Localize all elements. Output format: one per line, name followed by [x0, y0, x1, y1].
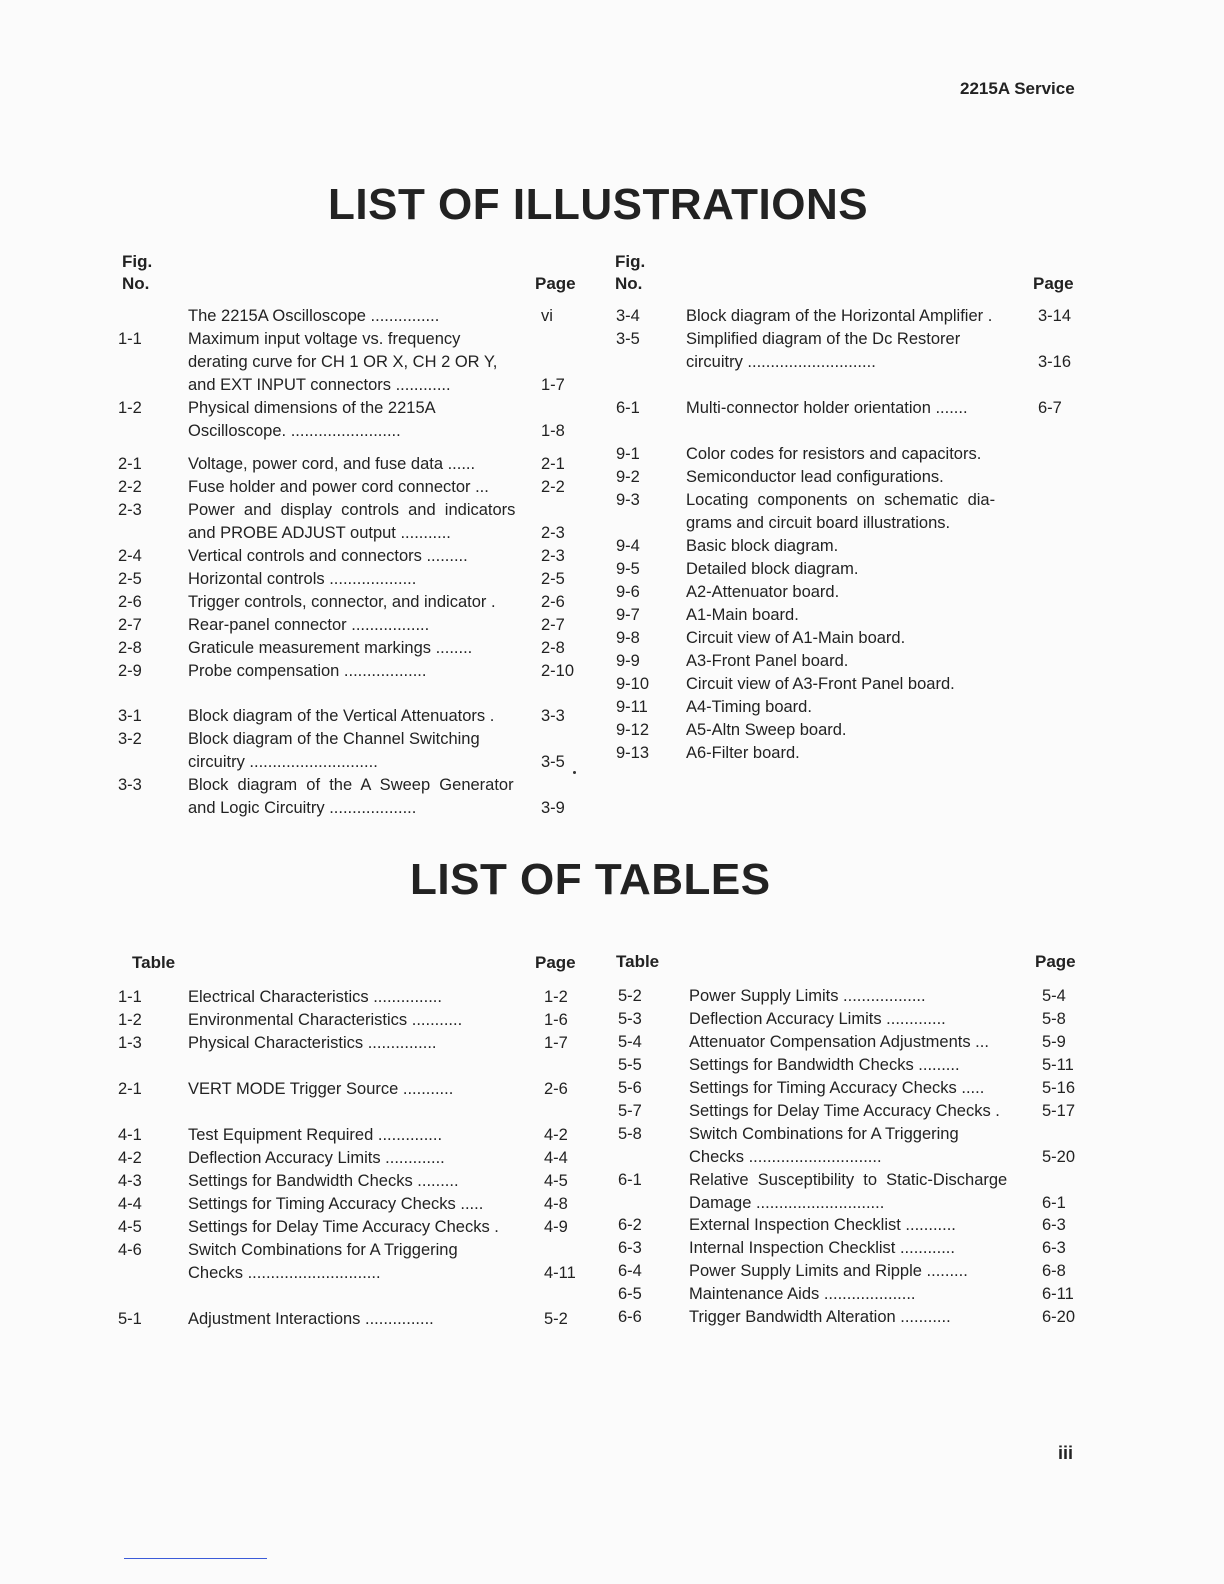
item-page: 1-2 — [544, 988, 568, 1006]
item-description: Checks ............................. — [188, 1264, 381, 1282]
tables-left-column-header — [132, 952, 582, 974]
item-page: 2-2 — [541, 478, 565, 496]
item-page: 4-11 — [544, 1264, 576, 1282]
illustrations-left-column-header — [122, 251, 582, 295]
item-page: 6-11 — [1042, 1285, 1074, 1303]
item-description: Semiconductor lead configurations. — [686, 468, 944, 486]
item-description: VERT MODE Trigger Source ........... — [188, 1080, 454, 1098]
item-number: 9-5 — [616, 560, 640, 578]
item-number: 5-8 — [618, 1125, 642, 1143]
item-description: Block diagram of the Horizontal Amplifier . — [686, 307, 993, 325]
item-description: Settings for Delay Time Accuracy Checks . — [188, 1218, 499, 1236]
item-number: 6-4 — [618, 1262, 642, 1280]
item-page: 2-3 — [541, 524, 565, 542]
item-page: 4-9 — [544, 1218, 568, 1236]
item-number: 6-3 — [618, 1239, 642, 1257]
item-number: 3-3 — [118, 776, 142, 794]
item-page: 6-8 — [1042, 1262, 1066, 1280]
item-description: and PROBE ADJUST output ........... — [188, 524, 451, 542]
item-number: 2-1 — [118, 1080, 142, 1098]
item-number: 9-1 — [616, 445, 640, 463]
item-number: 9-11 — [616, 698, 648, 716]
item-description: Environmental Characteristics ........... — [188, 1011, 463, 1029]
item-number: 4-6 — [118, 1241, 142, 1259]
item-page: 4-4 — [544, 1149, 568, 1167]
item-description: Deflection Accuracy Limits ............. — [689, 1010, 946, 1028]
item-description: A1-Main board. — [686, 606, 799, 624]
item-description: Graticule measurement markings ........ — [188, 639, 473, 657]
fig-no-heading: Fig. No. — [122, 252, 153, 293]
item-description: circuitry ............................ — [686, 353, 876, 371]
item-description: Locating components on schematic dia- — [686, 491, 996, 509]
item-description: A6-Filter board. — [686, 744, 800, 762]
item-number: 2-8 — [118, 639, 142, 657]
item-description: Switch Combinations for A Triggering — [188, 1241, 458, 1259]
item-description: Switch Combinations for A Triggering — [689, 1125, 959, 1143]
item-description: Detailed block diagram. — [686, 560, 859, 578]
document-header-id: 2215A Service — [960, 79, 1075, 98]
item-description: Settings for Timing Accuracy Checks ..... — [689, 1079, 985, 1097]
item-description: Fuse holder and power cord connector ... — [188, 478, 489, 496]
item-page: vi — [541, 307, 553, 325]
item-number: 2-5 — [118, 570, 142, 588]
item-page: 1-7 — [544, 1034, 568, 1052]
item-number: 5-4 — [618, 1033, 642, 1051]
page-heading: Page — [1035, 952, 1076, 971]
item-number: 9-8 — [616, 629, 640, 647]
item-page: 3-5 — [541, 753, 565, 771]
item-description: A5-Altn Sweep board. — [686, 721, 847, 739]
item-page: 1-8 — [541, 422, 565, 440]
item-description: Settings for Bandwidth Checks ......... — [689, 1056, 960, 1074]
item-description: Settings for Delay Time Accuracy Checks . — [689, 1102, 1000, 1120]
item-number: 2-7 — [118, 616, 142, 634]
item-page: 5-20 — [1042, 1148, 1076, 1166]
fig-no-heading: Fig. No. — [615, 252, 646, 293]
item-description: Power and display controls and indicators — [188, 501, 516, 519]
tables-right-column-header — [616, 951, 1076, 973]
item-page: 6-3 — [1042, 1216, 1066, 1234]
table-heading: Table — [132, 953, 176, 972]
item-page: 2-8 — [541, 639, 565, 657]
item-description: Maintenance Aids .................... — [689, 1285, 916, 1303]
item-page: 3-14 — [1038, 307, 1072, 325]
item-description: A2-Attenuator board. — [686, 583, 840, 601]
item-description: Maximum input voltage vs. frequency — [188, 330, 461, 348]
item-description: Voltage, power cord, and fuse data ...... — [188, 455, 476, 473]
item-page: 4-2 — [544, 1126, 568, 1144]
item-number: 6-5 — [618, 1285, 642, 1303]
item-description: Circuit view of A1-Main board. — [686, 629, 906, 647]
item-description: Block diagram of the Vertical Attenuators . — [188, 707, 495, 725]
item-description: Relative Susceptibility to Static-Discharge — [689, 1171, 1008, 1189]
item-number: 5-1 — [118, 1310, 142, 1328]
item-description: Vertical controls and connectors ......... — [188, 547, 468, 565]
item-page: 2-10 — [541, 662, 575, 680]
item-description: Power Supply Limits and Ripple ......... — [689, 1262, 968, 1280]
item-number: 5-5 — [618, 1056, 642, 1074]
item-page: 6-1 — [1042, 1194, 1066, 1212]
item-number: 3-5 — [616, 330, 640, 348]
page-heading: Page — [535, 953, 576, 972]
page-heading: Page — [535, 274, 576, 293]
item-description: derating curve for CH 1 OR X, CH 2 OR Y, — [188, 353, 498, 371]
item-page: 1-7 — [541, 376, 565, 394]
item-description: Color codes for resistors and capacitors. — [686, 445, 982, 463]
item-description: Block diagram of the A Sweep Generator — [188, 776, 514, 794]
item-number: 3-4 — [616, 307, 640, 325]
item-page: 5-11 — [1042, 1056, 1074, 1074]
item-page: 5-2 — [544, 1310, 568, 1328]
item-page: 4-8 — [544, 1195, 568, 1213]
item-description: and Logic Circuitry ................... — [188, 799, 417, 817]
item-number: 4-1 — [118, 1126, 142, 1144]
item-description: Settings for Bandwidth Checks ......... — [188, 1172, 459, 1190]
page-heading: Page — [1033, 274, 1074, 293]
item-number: 6-1 — [618, 1171, 642, 1189]
item-number: 9-4 — [616, 537, 640, 555]
item-description: Adjustment Interactions ............... — [188, 1310, 434, 1328]
item-number: 6-2 — [618, 1216, 642, 1234]
item-number: 4-5 — [118, 1218, 142, 1236]
item-number: 1-1 — [118, 988, 142, 1006]
item-number: 3-2 — [118, 730, 142, 748]
item-description: and EXT INPUT connectors ............ — [188, 376, 451, 394]
item-number: 6-1 — [616, 399, 640, 417]
item-number: 9-12 — [616, 721, 650, 739]
illustrations-right-column-header — [615, 251, 1075, 295]
item-description: Trigger Bandwidth Alteration ........... — [689, 1308, 951, 1326]
item-description: Simplified diagram of the Dc Restorer — [686, 330, 961, 348]
item-description: A4-Timing board. — [686, 698, 812, 716]
item-number: 9-2 — [616, 468, 640, 486]
item-number: 1-1 — [118, 330, 142, 348]
item-description: Settings for Timing Accuracy Checks ..... — [188, 1195, 484, 1213]
item-description: Damage ............................ — [689, 1194, 885, 1212]
item-description: Test Equipment Required .............. — [188, 1126, 443, 1144]
item-description: Basic block diagram. — [686, 537, 839, 555]
item-number: 9-10 — [616, 675, 650, 693]
item-page: 2-1 — [541, 455, 565, 473]
item-number: 2-6 — [118, 593, 142, 611]
item-number: 2-1 — [118, 455, 142, 473]
item-description: Power Supply Limits .................. — [689, 987, 926, 1005]
item-page: 6-20 — [1042, 1308, 1076, 1326]
item-number: 2-2 — [118, 478, 142, 496]
item-description: Rear-panel connector ................. — [188, 616, 430, 634]
item-number: 4-2 — [118, 1149, 142, 1167]
item-description: External Inspection Checklist ........... — [689, 1216, 956, 1234]
item-description: Physical Characteristics ............... — [188, 1034, 437, 1052]
item-number: 1-2 — [118, 1011, 142, 1029]
item-page: 3-9 — [541, 799, 565, 817]
item-page: 5-16 — [1042, 1079, 1076, 1097]
item-description: Electrical Characteristics ............... — [188, 988, 442, 1006]
page-number: iii — [1058, 1443, 1074, 1463]
item-page: 1-6 — [544, 1011, 568, 1029]
item-description: Attenuator Compensation Adjustments ... — [689, 1033, 989, 1051]
item-number: 2-9 — [118, 662, 142, 680]
item-page: 2-7 — [541, 616, 565, 634]
item-page: 3-3 — [541, 707, 565, 725]
item-number: 9-3 — [616, 491, 640, 509]
item-description: grams and circuit board illustrations. — [686, 514, 951, 532]
item-page: 4-5 — [544, 1172, 568, 1190]
item-number: 9-13 — [616, 744, 650, 762]
item-number: 2-4 — [118, 547, 142, 565]
item-number: 2-3 — [118, 501, 142, 519]
item-number: 9-6 — [616, 583, 640, 601]
item-number: 5-2 — [618, 987, 642, 1005]
stray-mark — [573, 771, 576, 774]
item-description: Oscilloscope. ........................ — [188, 422, 401, 440]
item-description: Horizontal controls ................... — [188, 570, 417, 588]
item-number: 5-3 — [618, 1010, 642, 1028]
item-number: 4-3 — [118, 1172, 142, 1190]
item-number: 6-6 — [618, 1308, 642, 1326]
item-page: 3-16 — [1038, 353, 1072, 371]
item-page: 2-3 — [541, 547, 565, 565]
item-description: Physical dimensions of the 2215A — [188, 399, 436, 417]
item-description: The 2215A Oscilloscope ............... — [188, 307, 440, 325]
item-description: Circuit view of A3-Front Panel board. — [686, 675, 955, 693]
item-page: 5-8 — [1042, 1010, 1066, 1028]
item-page: 5-9 — [1042, 1033, 1066, 1051]
tables-title: LIST OF TABLES — [410, 855, 771, 904]
item-number: 9-7 — [616, 606, 640, 624]
item-description: circuitry ............................ — [188, 753, 378, 771]
item-description: Internal Inspection Checklist ............ — [689, 1239, 955, 1257]
item-description: Block diagram of the Channel Switching — [188, 730, 480, 748]
table-heading: Table — [616, 952, 660, 971]
item-number: 5-6 — [618, 1079, 642, 1097]
item-description: Probe compensation .................. — [188, 662, 427, 680]
item-page: 2-6 — [541, 593, 565, 611]
item-number: 5-7 — [618, 1102, 642, 1120]
item-number: 9-9 — [616, 652, 640, 670]
item-description: Multi-connector holder orientation ....... — [686, 399, 968, 417]
item-page: 5-17 — [1042, 1102, 1076, 1120]
item-number: 3-1 — [118, 707, 142, 725]
item-description: Deflection Accuracy Limits ............. — [188, 1149, 445, 1167]
item-number: 1-3 — [118, 1034, 142, 1052]
item-description: Checks ............................. — [689, 1148, 882, 1166]
illustrations-title: LIST OF ILLUSTRATIONS — [328, 180, 869, 229]
item-page: 6-3 — [1042, 1239, 1066, 1257]
item-number: 1-2 — [118, 399, 142, 417]
item-page: 2-5 — [541, 570, 565, 588]
item-description: Trigger controls, connector, and indicator . — [188, 593, 496, 611]
item-page: 2-6 — [544, 1080, 568, 1098]
footnote-rule — [124, 1558, 267, 1559]
item-number: 4-4 — [118, 1195, 142, 1213]
item-description: A3-Front Panel board. — [686, 652, 849, 670]
item-page: 5-4 — [1042, 987, 1066, 1005]
item-page: 6-7 — [1038, 399, 1062, 417]
